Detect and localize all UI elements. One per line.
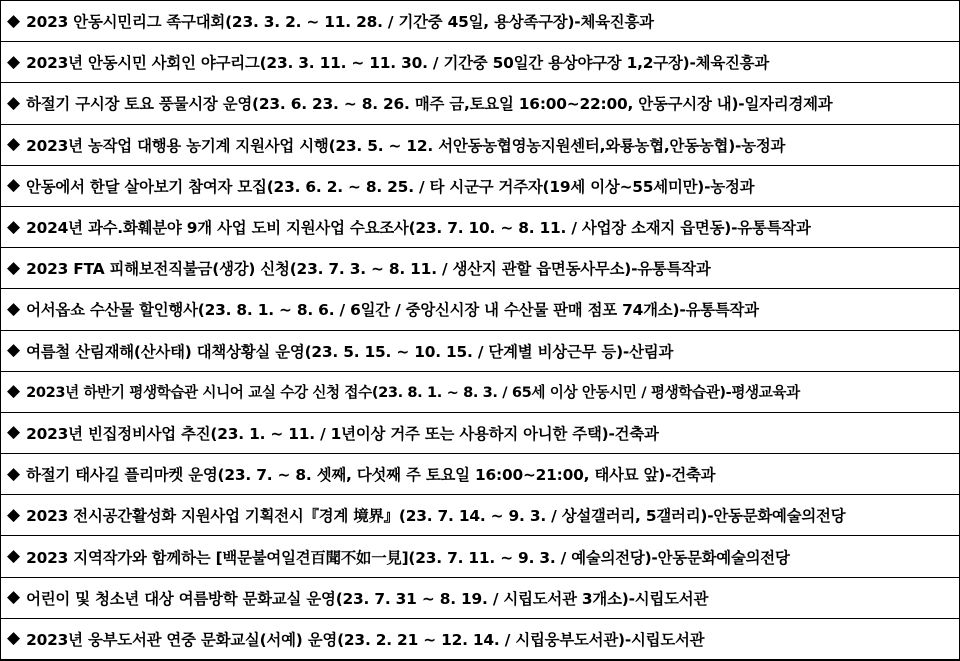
notice-text: 2023년 안동시민 사회인 야구리그(23. 3. 11. ~ 11. 30. / 기간중 50일간 용상야구장 1,2구장)-체육진흥과: [26, 54, 769, 73]
list-item: [1, 1, 959, 42]
list-item: [1, 578, 959, 619]
list-item: [1, 495, 959, 536]
notice-text: 2023 전시공간활성화 지원사업 기획전시『경계 境界』(23. 7. 14. ~ 9. 3. / 상설갤러리, 5갤러리)-안동문화예술의전당: [26, 507, 846, 526]
list-item: [1, 83, 959, 124]
list-item: [1, 454, 959, 495]
list-item: [1, 413, 959, 454]
list-item: [1, 207, 959, 248]
notice-text: 2023 안동시민리그 족구대회(23. 3. 2. ~ 11. 28. / 기간중 45일, 용상족구장)-체육진흥과: [26, 13, 654, 32]
list-item: [1, 536, 959, 577]
diamond-bullet-icon: ◆: [7, 546, 21, 567]
diamond-bullet-icon: ◆: [7, 175, 21, 196]
notice-text: 2023년 하반기 평생학습관 시니어 교실 수강 신청 접수(23. 8. 1. ~ 8. 3. / 65세 이상 안동시민 / 평생학습관)-평생교육과: [26, 384, 800, 402]
list-item: [1, 166, 959, 207]
notice-text: 하절기 태사길 플리마켓 운영(23. 7. ~ 8. 셋째, 다섯째 주 토요일 16:00~21:00, 태사묘 앞)-건축과: [26, 466, 716, 485]
diamond-bullet-icon: ◆: [7, 381, 21, 402]
notice-text: 하절기 구시장 토요 풍물시장 운영(23. 6. 23. ~ 8. 26. 매주 금,토요일 16:00~22:00, 안동구시장 내)-일자리경제과: [26, 95, 833, 114]
notice-text: 어서옵쇼 수산물 할인행사(23. 8. 1. ~ 8. 6. / 6일간 / 중앙신시장 내 수산물 판매 점포 74개소)-유통특작과: [26, 301, 759, 320]
notice-text: 여름철 산림재해(산사태) 대책상황실 운영(23. 5. 15. ~ 10. 15. / 단계별 비상근무 등)-산림과: [26, 342, 674, 361]
diamond-bullet-icon: ◆: [7, 298, 21, 319]
notice-text: 어린이 및 청소년 대상 여름방학 문화교실 운영(23. 7. 31 ~ 8. 19. / 시립도서관 3개소)-시립도서관: [26, 589, 709, 608]
list-item: [1, 42, 959, 83]
diamond-bullet-icon: ◆: [7, 340, 21, 361]
diamond-bullet-icon: ◆: [7, 504, 21, 525]
list-item: [1, 619, 959, 659]
notice-text: 2023 FTA 피해보전직불금(생강) 신청(23. 7. 3. ~ 8. 11. / 생산지 관할 읍면동사무소)-유통특작과: [26, 260, 711, 279]
notice-text: 2024년 과수.화훼분야 9개 사업 도비 지원사업 수요조사(23. 7. 10. ~ 8. 11. / 사업장 소재지 읍면동)-유통특작과: [26, 219, 811, 238]
notice-text: 2023년 농작업 대행용 농기계 지원사업 시행(23. 5. ~ 12. 서안동농협영농지원센터,와룡농협,안동농협)-농정과: [26, 136, 786, 155]
list-item: [1, 289, 959, 330]
notice-text: 2023년 빈집정비사업 추진(23. 1. ~ 11. / 1년이상 거주 또는 사용하지 아니한 주택)-건축과: [26, 424, 659, 443]
diamond-bullet-icon: ◆: [7, 422, 21, 443]
list-item: [1, 372, 959, 413]
diamond-bullet-icon: ◆: [7, 51, 21, 72]
diamond-bullet-icon: ◆: [7, 10, 21, 31]
diamond-bullet-icon: ◆: [7, 628, 21, 649]
notice-text: 안동에서 한달 살아보기 참여자 모집(23. 6. 2. ~ 8. 25. / 타 시군구 거주자(19세 이상~55세미만)-농정과: [26, 177, 755, 196]
diamond-bullet-icon: ◆: [7, 216, 21, 237]
diamond-bullet-icon: ◆: [7, 134, 21, 155]
notice-text: 2023년 웅부도서관 연중 문화교실(서예) 운영(23. 2. 21 ~ 12. 14. / 시립웅부도서관)-시립도서관: [26, 630, 705, 649]
diamond-bullet-icon: ◆: [7, 463, 21, 484]
diamond-bullet-icon: ◆: [7, 92, 21, 113]
list-item: [1, 125, 959, 166]
diamond-bullet-icon: ◆: [7, 257, 21, 278]
diamond-bullet-icon: ◆: [7, 587, 21, 608]
list-item: [1, 248, 959, 289]
notice-text: 2023 지역작가와 함께하는 [백문불여일견百聞不如一見](23. 7. 11. ~ 9. 3. / 예술의전당)-안동문화예술의전당: [26, 548, 790, 567]
list-item: [1, 331, 959, 372]
